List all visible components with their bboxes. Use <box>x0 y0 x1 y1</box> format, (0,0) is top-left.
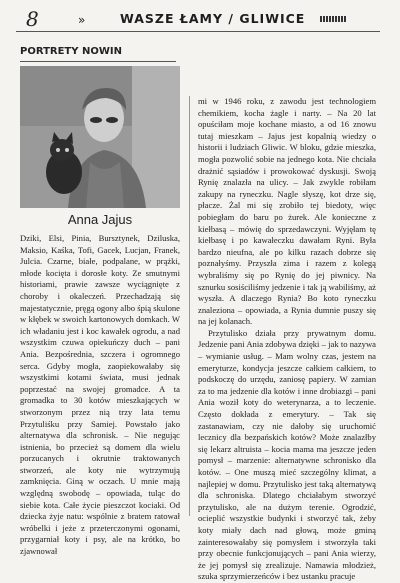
header-rule <box>16 31 380 32</box>
section-header-title: WASZE ŁAMY / GLIWICE <box>120 11 306 26</box>
section-underline <box>20 61 176 62</box>
column-divider <box>189 96 190 516</box>
section-title: PORTRETY NOWIN <box>20 46 122 57</box>
chevron-icon: » <box>78 13 86 27</box>
article-paragraph: mi w 1946 roku, z zawodu jest technologiem chemikiem, kocha żagle i narty. – Na 20 lat opuściłam moje kochane miasto, a od 16 znowu tutaj mieszkam – Jajus jest kopalnią wiedzy o historii i ludziach Gliwic. W bloku, gdzie mieszka, mogła pozwolić sobie na jednego kota. Nie chciała drażnić sąsiadów i prowokować dyskusji. Swoją Rynię znalazła na ulicy. – Jak zwykle robiłam zakupy na ryneczku. Nagle słyszę, kot drze się, płacze. Żal mi się zrobiło tej biedoty, więc pobiegłam do baru po żurek. Ale konieczne z kiełbasą – mówię do sprzedawczyni. Wyjęłam tę kiełbasę i po kawałeczku dawałam Ryni. Była bardzo nieufna, ale po kilku razach dobrze się poznałyśmy. Przyszła zima i razem z kolegą wybraliśmy się po Rynię do jej piwnicy. Na sznurku sosiściliśmy jedzenie i tak ją wabiliśmy, aż wyszła. A dlaczego Rynia? Bo koto ryneczku znaleziona – opowiada, a Rynia dumnie puszy się na jej kolanach. <box>198 96 376 327</box>
page-header <box>0 0 400 40</box>
barcode-logo-icon <box>320 16 346 22</box>
portrait-photo <box>20 66 180 208</box>
photo-caption: Anna Jajus <box>67 212 133 227</box>
page-number: 8 <box>26 7 39 31</box>
article-left-column <box>20 233 180 557</box>
section-heading <box>20 46 180 66</box>
article-paragraph: Przytulisko działa przy prywatnym domu. Jedzenie pani Ania zdobywa dzięki – jak to nazywa – wymianie usług. – Mam wolny czas, jestem na emeryturze, kondycja jeszcze całkiem całkiem, to podskoczę do urzędu, zaniosę papiery. W zamian za to ma jedzenie dla kotów i inne drobiazgi – pani Ania woził koty do weterynarza, a to leczenie. Często dokłada z emerytury. – Tak się zastanawiam, czy nie dałoby się uruchomić lecznicy dla bezpańskich kotów? Może znalazłby się lekarz altruista – kocia mama ma jeszcze jeden pomysł – marzenie: alternatywne schronisko dla kotów. – One muszą mieć szczególny klimat, a najlepiej w domu. Przytulisko jest taką alternatywą dla schroniska. Dlatego chciałabym stworzyć przytulisko, ale na dużym terenie. Ogrodzić, ocieplić wszystkie budynki i stworzyć tak, żeby koty miały dach nad głową, może gminą zainteresowałaby się pomysłem i stworzyła taki przy obecnie funkcjonujących – pani Ania wierzy, że jej pomysł się zrealizuje. Namawia młodzież, szuka sprzymierzeńców i bez ustanku pracuje <box>198 327 376 582</box>
article-paragraph: Dziki, Elsi, Pinia, Bursztynek, Dziluska, Maksio, Kaśka, Tofi, Gacek, Lucjan, Franek, Julcia. Czarne, białe, podpalane, w prążki, młode kocięta i dorosłe koty. Ze smutnymi historiami, prawie zawsze wyciągnięte z choroby i okaleczeń. Przechadzają się majestatycznie, pręgą ogony albo śpią skulone w kłębek w swoich kartonowych domkach. W ich władaniu jest i koc kawałek ogrodu, a nad wszystkim czuwa opiekuńczy duch – pani Ania. Bezpośrednia, szczera i ogromnego serca. Gdyby mogła, zaopiekowałaby się wszystkimi kotami świata, musi jednak poprzestać na swojej gromadce. A ta gromadka to 30 kotów mieszkających w stworzonym przez nią trzy lata temu Przytuliśku przy Samiej. Powstało jako alternatywa dla schronisk. – Nie negując istnienia, bo przecież są domem dla wielu porzucanych i okrutnie traktowanych stworzeń, ale koty nie wytrzymują zamknięcia. Giną w oczach. U mnie mają względną swobodę – opowiada, tuląc do siebie kota. Całe życie pieszczot kociaki. Od dziecka żyje natu: wspólnie z bratem ratował wróbelki i jeże z przeterczonymi ogonami, przygarniał koty i psy, ale na krótko, bo zjawnował <box>20 233 180 557</box>
article-right-column <box>198 96 376 582</box>
portrait-illustration <box>20 66 180 208</box>
